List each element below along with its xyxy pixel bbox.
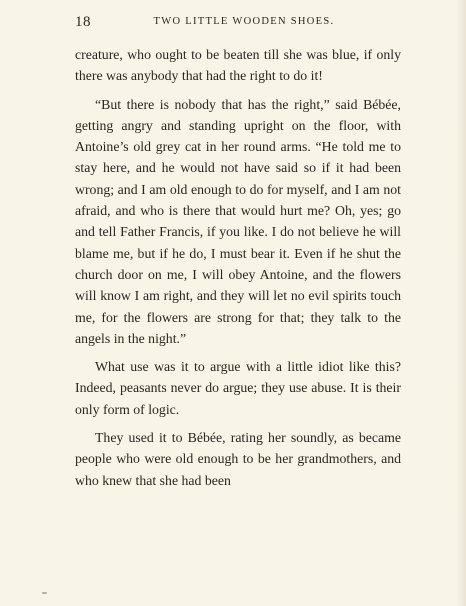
paragraph: creature, who ought to be beaten till she was blue, if only there was anybody that had the right to do it! xyxy=(75,47,401,84)
paragraph: “But there is nobody that has the right,” said Bébée, getting angry and standing upright on the floor, with Antoine’s old grey cat in her round arms. “He told me to stay here, and he would not have said so if it had been wrong; and I am old enough to do for myself, and I am not afraid, and who is there that would hurt me? Oh, yes; go and tell Father Francis, if you like. I do not believe he will blame me, but if he do, I must bear it. Even if he shut the church door on me, I will obey Antoine, and the flowers will know I am right, and they will let no evil spirits touch me, for the flowers are strong for that; they talk to the angels in the night.” xyxy=(75,96,401,346)
page-edge-shadow xyxy=(456,0,466,606)
paragraph: They used it to Bébée, rating her soundly, as became people who were old enough to be her grandmothers, and who knew that she had been xyxy=(75,430,401,488)
page-header xyxy=(75,14,401,34)
paragraph: What use was it to argue with a little idiot like this? Indeed, peasants never do argue; they use abuse. It is their only form of logic. xyxy=(75,359,401,417)
page-number: 18 xyxy=(75,14,91,30)
paper-speck xyxy=(42,592,47,594)
body-text xyxy=(75,44,401,491)
running-title: TWO LITTLE WOODEN SHOES. xyxy=(153,16,335,27)
